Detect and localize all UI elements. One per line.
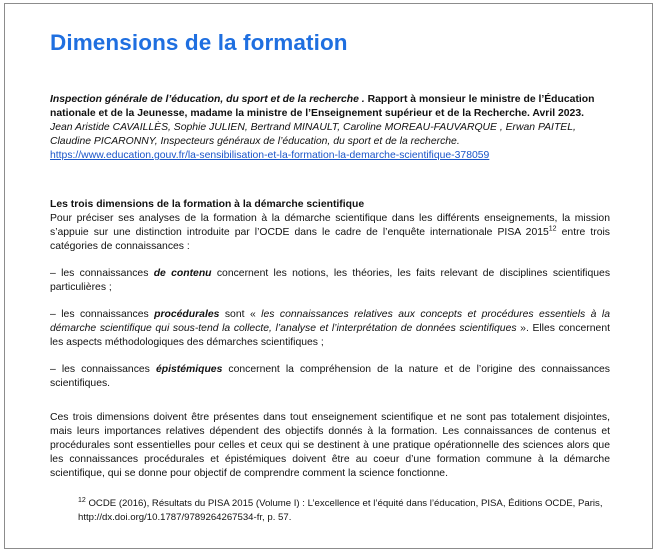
item-text-end: ». Elles concernent les aspects méthodologiques des démarches scientifiques ; [50,323,610,348]
footnote-number: 12 [78,496,86,504]
list-item-epistemic [50,363,610,391]
report-description: Rapport à monsieur le ministre de l’Éducation nationale et de la Jeunesse, madame la ministre de l’Enseignement supérieur et de la Recherche. Avril 2023. [50,94,595,119]
intro-paragraph [50,212,610,254]
institution-name: Inspection générale de l’éducation, du sport et de la recherche . [50,94,365,105]
section-heading: Les trois dimensions de la formation à la démarche scientifique [50,199,365,210]
page-title: Dimensions de la formation [50,30,348,55]
main-body [50,198,610,481]
item-term: épistémiques [155,364,223,375]
report-reference [50,93,610,163]
footnote-text: OCDE (2016), Résultats du PISA 2015 (Volume I) : L’excellence et l’équité dans l’éducation, PISA, Éditions OCDE, Paris, http://dx.doi.org/10.1787/9789264267534-fr, p. 57. [78,498,603,523]
item-prefix: – les connaissances [50,309,155,320]
list-item-procedural [50,308,610,350]
conclusion-paragraph: Ces trois dimensions doivent être présentes dans tout enseignement scientifique et ne sont pas totalement disjointes, mais leurs importances relatives dépendent des objectifs donnés à la formation. Les connaissances de contenus et procédurales sont essentielles pour celles et ceux qui se destinent à une pratique opérationnelle des sciences alors que les connaissances procédurales et épistémiques doivent être au coeur d’une formation commune à la démarche scientifique, qui se donne pour objectif de comprendre comment la science fonctionne. [50,412,610,479]
footnote [78,497,618,525]
item-text: sont « [219,309,262,320]
item-term: procédurales [154,309,220,320]
item-prefix: – les connaissances [50,364,156,375]
item-prefix: – les connaissances [50,268,154,279]
intro-text-end: entre trois catégories de connaissances : [50,227,610,252]
item-quote: les connaissances relatives aux concepts et procédures essentiels à la démarche scientifique qui sous-tend la collecte, l’analyse et l’interprétation de données scientifiques [50,309,610,334]
item-text: concernent les notions, les théories, les faits relevant de disciplines scientifiques particulières ; [50,268,611,293]
item-text: concernent la compréhension de la nature et de l’origine des connaissances scientifiques. [50,364,610,389]
footnote-ref[interactable]: 12 [548,225,557,233]
report-citation [50,93,610,121]
report-link[interactable]: https://www.education.gouv.fr/la-sensibilisation-et-la-formation-la-demarche-scientifique-378059 [50,150,490,161]
list-item-content [50,267,610,295]
report-authors: Jean Aristide CAVAILLÈS, Sophie JULIEN, Bertrand MINAULT, Caroline MOREAU-FAUVARQUE , Erwan PAITEL, Claudine PICARONNY, Inspecteurs généraux de l’éducation, du sport et de la recherche. [50,122,576,147]
intro-text: Pour préciser ses analyses de la formation à la démarche scientifique dans les différents enseignements, la mission s’appuie sur une distinction introduite par l’OCDE dans le cadre de l’enquête internationale PISA 2015 [50,213,610,238]
item-term: de contenu [153,268,212,279]
